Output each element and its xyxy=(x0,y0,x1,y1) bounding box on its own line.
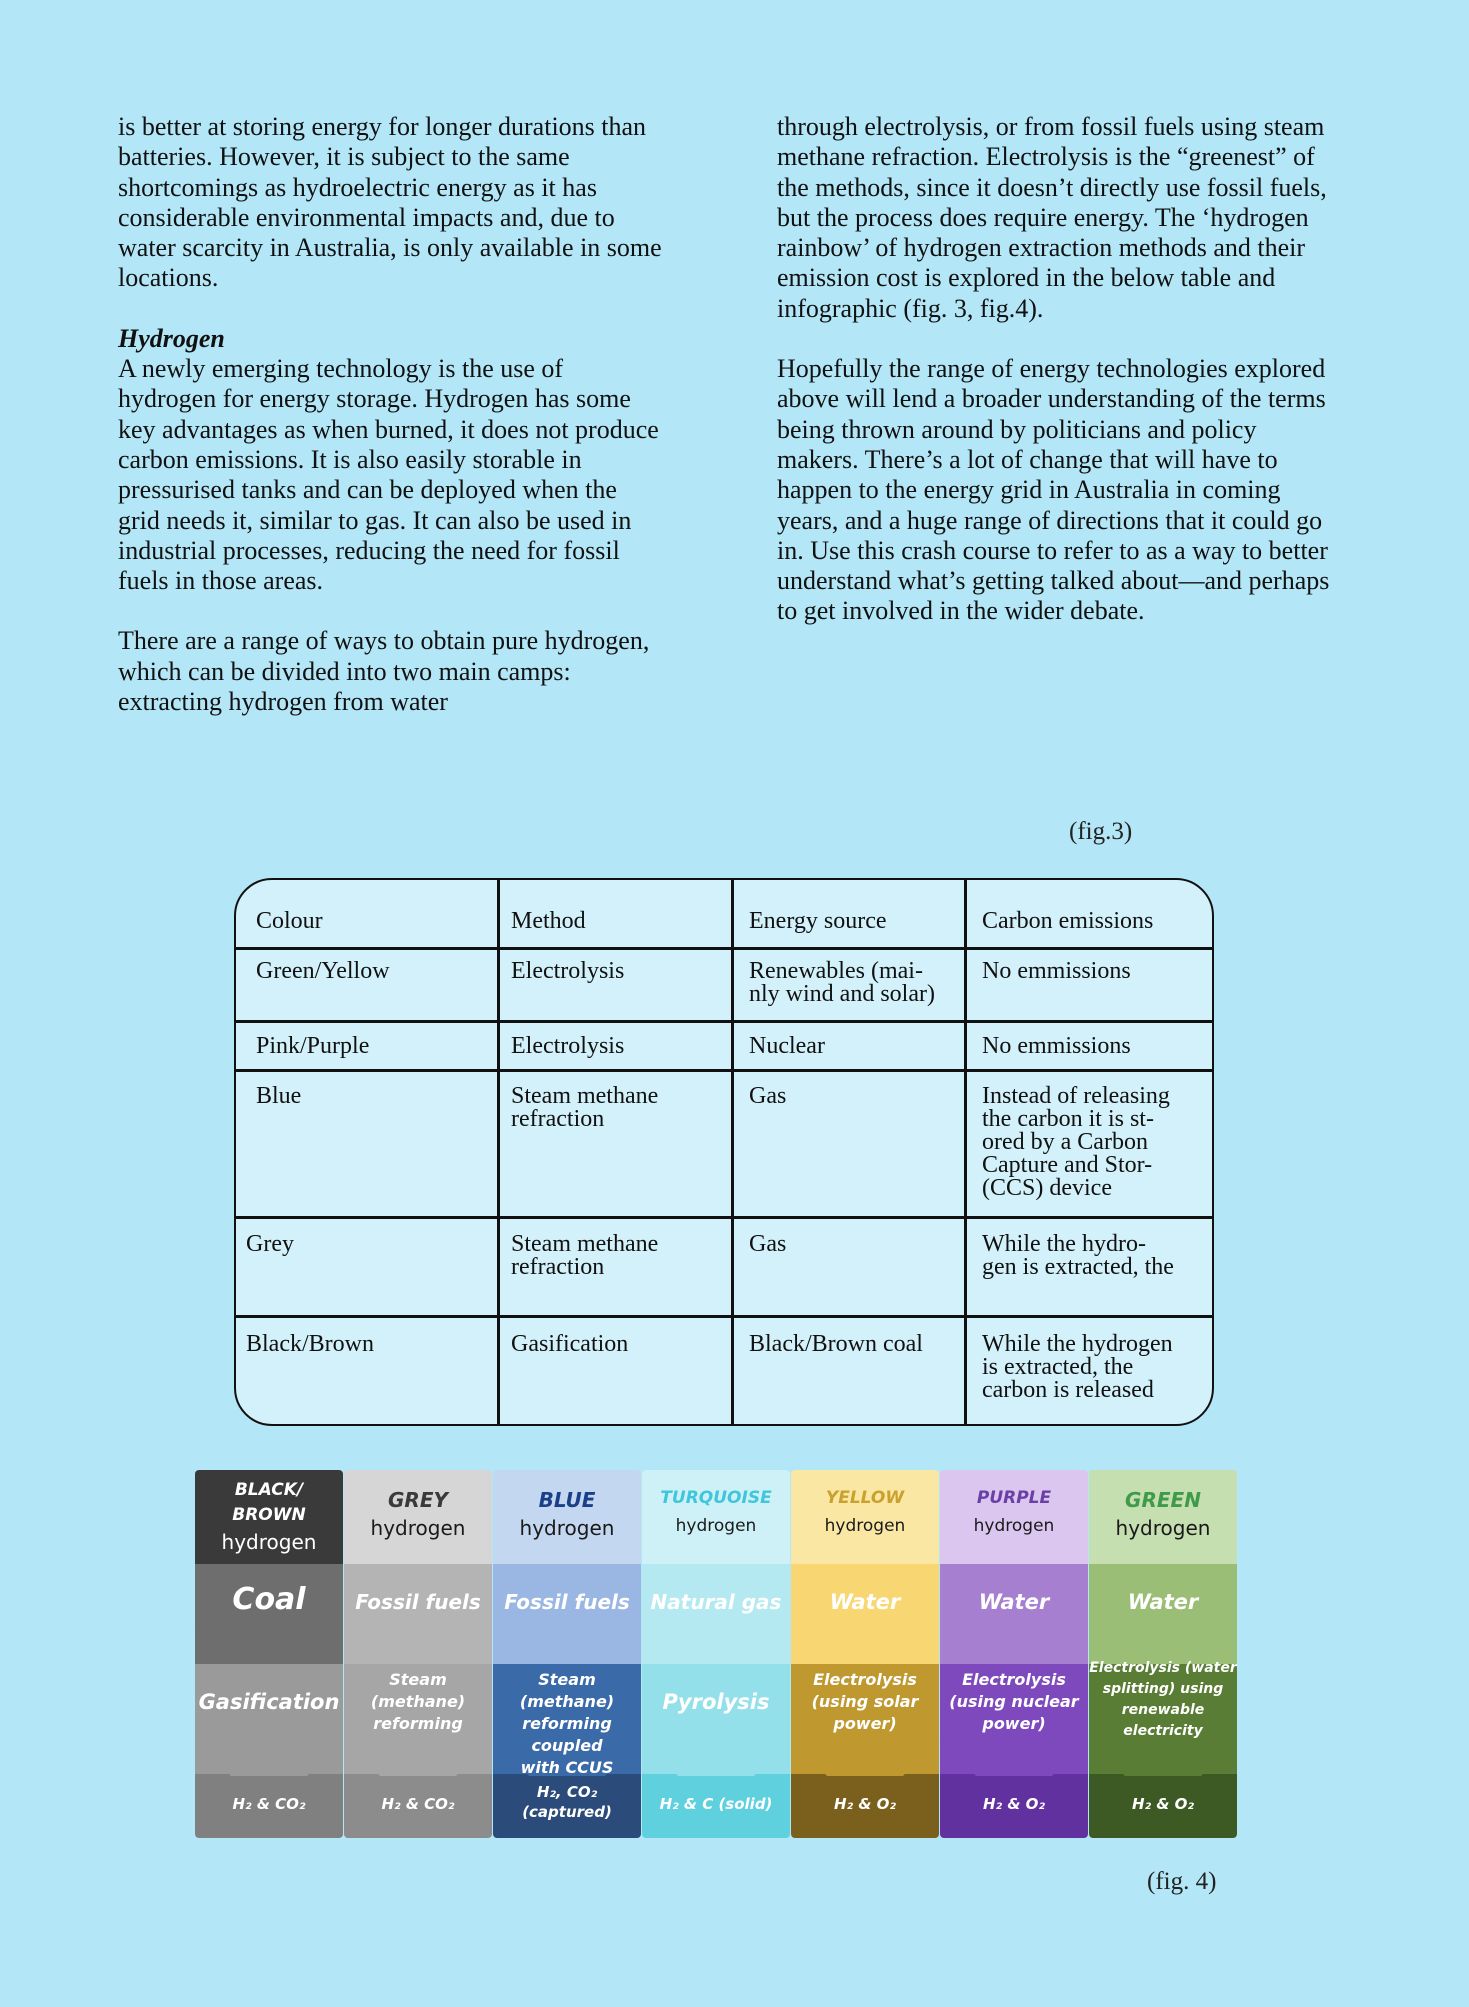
infographic-process: Electrolysis (using nuclear power) xyxy=(949,1670,1079,1733)
table-cell: Black/Brown coal xyxy=(749,1331,923,1357)
hydrogen-type-green xyxy=(1089,1470,1237,1838)
infographic-source: Coal xyxy=(232,1582,306,1617)
infographic-process: Electrolysis (using solar power) xyxy=(811,1670,919,1733)
table-divider xyxy=(964,880,967,1424)
infographic-title: TURQUOISE xyxy=(660,1488,772,1508)
right-text-column xyxy=(777,112,1337,657)
fig4-caption: (fig. 4) xyxy=(1147,1868,1217,1895)
table-divider xyxy=(236,1216,1212,1219)
hydrogen-type-turquoise xyxy=(642,1470,790,1838)
infographic-title: BLUE xyxy=(538,1488,596,1512)
infographic-title: YELLOW xyxy=(825,1488,905,1508)
table-header-cell: Energy source xyxy=(749,908,887,934)
table-cell: Black/Brown xyxy=(246,1331,374,1357)
right-paragraph-1: through electrolysis, or from fossil fuels using steam methane refraction. Electrolysis is the “greenest” of the methods, since it doesn’t directly use fossil fuels, but the process does require energy. The ‘hydrogen rainbow’ of hydrogen extraction methods and their emission cost is explored in the below table and infographic (fig. 3, fig.4). xyxy=(777,112,1327,323)
infographic-subtitle: hydrogen xyxy=(973,1516,1055,1536)
hydrogen-type-yellow xyxy=(791,1470,939,1838)
table-header-cell: Carbon emissions xyxy=(982,908,1154,934)
infographic-title: BLACK/ BROWN xyxy=(232,1480,306,1525)
hydrogen-type-grey xyxy=(344,1470,492,1838)
infographic-output: H₂ & CO₂ xyxy=(381,1795,455,1813)
table-divider xyxy=(731,880,734,1424)
infographic-source: Natural gas xyxy=(650,1590,782,1614)
infographic-source: Water xyxy=(978,1590,1050,1614)
infographic-process: Electrolysis (water splitting) using renewable electricity xyxy=(1089,1660,1237,1739)
table-cell: Pink/Purple xyxy=(256,1033,370,1059)
table-cell: Steam methane refraction xyxy=(511,1083,659,1132)
table-cell: Nuclear xyxy=(749,1033,825,1059)
hydrogen-type-black xyxy=(195,1470,343,1838)
table-header-cell: Method xyxy=(511,908,586,934)
table-cell: No emmissions xyxy=(982,958,1131,984)
fig3-caption: (fig.3) xyxy=(1069,818,1133,845)
table-cell: Green/Yellow xyxy=(256,958,390,984)
table-divider xyxy=(497,880,500,1424)
hydrogen-heading: Hydrogen xyxy=(118,323,225,353)
infographic-subtitle: hydrogen xyxy=(221,1530,317,1554)
infographic-subtitle: hydrogen xyxy=(824,1516,906,1536)
infographic-output: H₂ & O₂ xyxy=(1132,1795,1194,1813)
left-paragraph-2: A newly emerging technology is the use of hydrogen for energy storage. Hydrogen has some key advantages as when burned, it does not produce carbon emissions. It is also easily storable in pressurised tanks and can be deployed when the grid needs it, similar to gas. It can also be used in industrial processes, reducing the need for fossil fuels in those areas. xyxy=(118,354,659,596)
table-cell: Renewables (mai- nly wind and solar) xyxy=(749,958,935,1007)
infographic-output: H₂ & O₂ xyxy=(983,1795,1045,1813)
infographic-source: Fossil fuels xyxy=(504,1590,630,1614)
left-paragraph-1: is better at storing energy for longer durations than batteries. However, it is subject to the same shortcomings as hydroelectric energy as it has considerable environmental impacts and, due to water scarcity in Australia, is only available in some locations. xyxy=(118,112,662,293)
infographic-process: Steam (methane) reforming xyxy=(370,1670,466,1733)
table-cell: Electrolysis xyxy=(511,1033,625,1059)
table-cell: Electrolysis xyxy=(511,958,625,984)
infographic-title: GREY xyxy=(388,1488,448,1512)
hydrogen-table xyxy=(234,878,1214,1426)
infographic-title: PURPLE xyxy=(976,1488,1052,1508)
table-divider xyxy=(236,947,1212,950)
table-cell: Steam methane refraction xyxy=(511,1231,659,1280)
infographic-output: H₂, CO₂ (captured) xyxy=(522,1783,612,1821)
left-text-column xyxy=(118,112,663,747)
table-cell: Gas xyxy=(749,1083,787,1109)
table-divider xyxy=(236,1069,1212,1072)
infographic-output: H₂ & C (solid) xyxy=(659,1795,773,1813)
table-header-cell: Colour xyxy=(256,908,323,934)
table-cell: Grey xyxy=(246,1231,294,1257)
infographic-output: H₂ & CO₂ xyxy=(232,1795,306,1813)
table-divider xyxy=(236,1315,1212,1318)
table-cell: Gasification xyxy=(511,1331,629,1357)
infographic-source: Water xyxy=(829,1590,901,1614)
infographic-process: Gasification xyxy=(198,1690,340,1714)
infographic-title: GREEN xyxy=(1125,1488,1201,1512)
infographic-subtitle: hydrogen xyxy=(519,1516,615,1540)
infographic-subtitle: hydrogen xyxy=(675,1516,757,1536)
infographic-subtitle: hydrogen xyxy=(370,1516,466,1540)
table-cell: While the hydrogen is extracted, the carbon is released xyxy=(982,1331,1173,1403)
infographic-subtitle: hydrogen xyxy=(1115,1516,1211,1540)
table-cell: While the hydro- gen is extracted, the xyxy=(982,1231,1174,1280)
left-paragraph-3: There are a range of ways to obtain pure hydrogen, which can be divided into two main camps: extracting hydrogen from water xyxy=(118,626,650,717)
right-paragraph-2: Hopefully the range of energy technologies explored above will lend a broader understanding of the terms being thrown around by politicians and policy makers. There’s a lot of change that will have to happen to the energy grid in Australia in coming years, and a huge range of directions that it could go in. Use this crash course to refer to as a way to better understand what’s getting talked about—and perhaps to get involved in the wider debate. xyxy=(777,354,1330,626)
table-cell: No emmissions xyxy=(982,1033,1131,1059)
hydrogen-type-blue xyxy=(493,1470,641,1838)
table-cell: Blue xyxy=(256,1083,302,1109)
infographic-source: Water xyxy=(1127,1590,1199,1614)
infographic-process: Pyrolysis xyxy=(662,1690,770,1714)
hydrogen-rainbow-infographic xyxy=(195,1470,1238,1838)
table-divider xyxy=(236,1020,1212,1023)
table-cell: Instead of releasing the carbon it is st- ored by a Carbon Capture and Stor- (CCS) device xyxy=(982,1083,1170,1201)
infographic-process: Steam (methane) reforming coupled with CCUS xyxy=(519,1670,615,1777)
infographic-output: H₂ & O₂ xyxy=(834,1795,896,1813)
hydrogen-type-purple xyxy=(940,1470,1088,1838)
infographic-source: Fossil fuels xyxy=(355,1590,481,1614)
table-cell: Gas xyxy=(749,1231,787,1257)
